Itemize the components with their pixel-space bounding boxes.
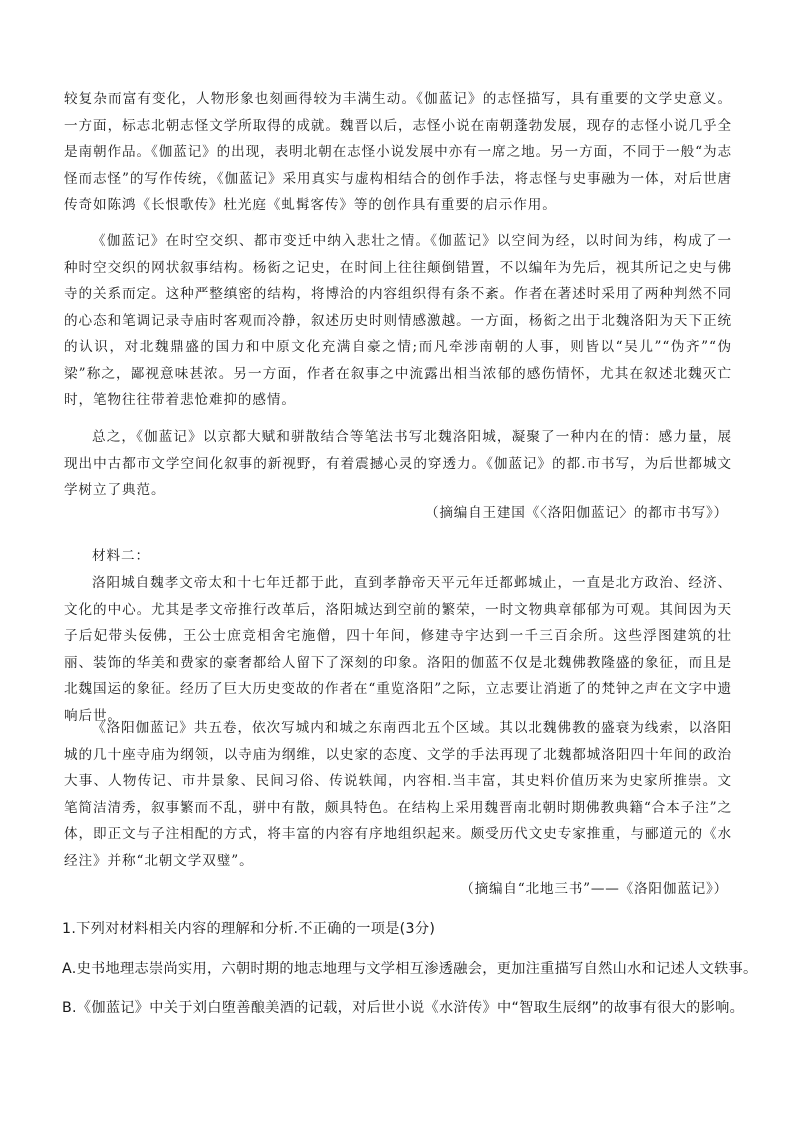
paragraph-conclusion: 总之，《伽蓝记》以京都大赋和骈散结合等笔法书写北魏洛阳城，凝聚了一种内在的情：感力量，展现出中古都市文学空间化叙事的新视野，有着震撼心灵的穿透力。《伽蓝记》的都.市书写，为后世都城文学树立了典范。 — [64, 429, 732, 498]
paragraph-zhiguai: 较复杂而富有变化，人物形象也刻画得较为丰满生动。《伽蓝记》的志怪描写，具有重要的文学史意义。一方面，标志北朝志怪文学所取得的成就。魏晋以后，志怪小说在南朝蓬勃发展，现存的志怪小说几乎全是南朝作品。《伽蓝记》的出现，表明北朝在志怪小说发展中亦有一席之地。另一方面，不同于一般“为志怪而志怪”的写作传统，《伽蓝记》采用真实与虚构相结合的创作手法，将志怪与史事融为一体，对后世唐传奇如陈鸿《长恨歌传》杜光庭《虬髯客传》等的创作具有重要的启示作用。 — [64, 91, 732, 213]
question-1-stem: 1.下列对材料相关内容的理解和分析.不正确的一项是(3分) — [62, 921, 436, 937]
paragraph-five-volumes: 《洛阳伽蓝记》共五卷，依次写城内和城之东南西北五个区域。其以北魏佛教的盛衰为线索，以洛阳城的几十座寺庙为纲领，以寺庙为纲维，以史家的态度、文学的手法再现了北魏都城洛阳四十年间的政治大事、人物传记、市井景象、民间习俗、传说轶闻，内容相.当丰富，其史料价值历来为史家所推崇。文笔简洁清秀，叙事繁而不乱，骈中有散，颇具特色。在结构上采用魏晋南北朝时期佛教典籍“合本子注”之体，即正文与子注相配的方式，将丰富的内容有序地组织起来。颇受历代文史专家推重，与郦道元的《水经注》并称“北朝文学双璧”。 — [64, 720, 732, 869]
source-citation-2: （摘编自“北地三书”——《洛阳伽蓝记》） — [460, 881, 728, 897]
paragraph-structure: 《伽蓝记》在时空交织、都市变迁中纳入悲壮之情。《伽蓝记》以空间为经，以时间为纬，构成了一种时空交织的网状叙事结构。杨衒之记史，在时间上往往颠倒错置，不以编年为先后，视其所记之史与佛寺的关系而定。这种严整缜密的结构，将博洽的内容组织得有条不紊。作者在著述时采用了两种判然不同的心态和笔调记录寺庙时客观而冷静，叙述历史时则情感激越。一方面，杨衒之出于北魏洛阳为天下正统的认识，对北魏鼎盛的国力和中原文化充满自豪之情;而凡牵涉南朝的人事，则皆以“吴儿”“伪齐”“伪梁”称之，鄙视意味甚浓。另一方面，作者在叙事之中流露出相当浓郁的感伤情怀，尤其在叙述北魏灭亡时，笔物往往带着悲怆难抑的感情。 — [64, 233, 732, 408]
source-citation-1: （摘编自王建国《〈洛阳伽蓝记〉的都市书写》） — [424, 505, 728, 521]
question-1-option-a: A.史书地理志崇尚实用，六朝时期的地志地理与文学相互渗透融会，更加注重描写自然山水和记述人文轶事。 — [62, 961, 758, 977]
question-1-option-b: B.《伽蓝记》中关于刘白堕善酿美酒的记载，对后世小说《水浒传》中“智取生辰纲”的故事有很大的影响。 — [62, 1000, 745, 1016]
material-2-heading: 材料二： — [92, 548, 150, 564]
paragraph-luoyang-city: 洛阳城自魏孝文帝太和十七年迁都于此，直到孝静帝天平元年迁都邺城止，一直是北方政治、经济、文化的中心。尤其是孝文帝推行改革后，洛阳城达到空前的繁荣，一时文物典章郁郁为可观。其间因为天子后妃带头佞佛，王公士庶竞相舍宅施僧，四十年间，修建寺宇达到一千三百余所。这些浮图建筑的壮丽、装饰的华美和费家的豪奢都给人留下了深刻的印象。洛阳的伽蓝不仅是北魏佛教隆盛的象征，而且是北魏国运的象征。经历了巨大历史变故的作者在“重览洛阳”之际，立志要让消逝了的梵钟之声在文字中遗响后世。 — [64, 575, 732, 724]
